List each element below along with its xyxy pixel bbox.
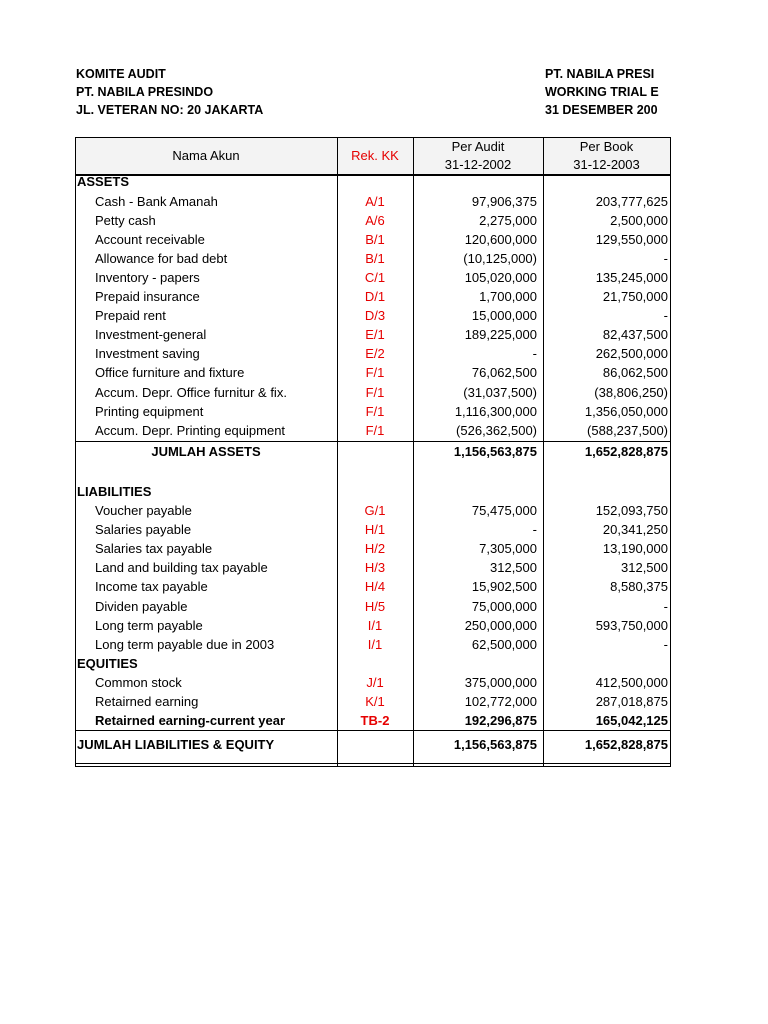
ref-code: D/1 xyxy=(364,289,386,304)
table-row xyxy=(75,306,670,325)
per-audit-value: 189,225,000 xyxy=(464,327,537,343)
per-audit-value: 1,116,300,000 xyxy=(454,403,537,419)
per-audit-value: 1,156,563,875 xyxy=(453,444,537,459)
per-audit-value: 15,000,000 xyxy=(471,308,537,324)
ref-code: A/1 xyxy=(365,193,385,209)
per-audit-value: - xyxy=(532,522,537,538)
table-row xyxy=(75,577,670,596)
section-row xyxy=(75,482,670,501)
account-name: EQUITIES xyxy=(77,656,138,671)
account-name: Voucher payable xyxy=(95,503,192,518)
ref-code: G/1 xyxy=(364,503,386,518)
account-name: JUMLAH LIABILITIES & EQUITY xyxy=(77,737,275,752)
ref-code: F/1 xyxy=(365,365,385,381)
ref-code: TB-2 xyxy=(360,713,390,729)
account-name: Printing equipment xyxy=(95,403,204,419)
per-audit-value: 2,275,000 xyxy=(479,212,537,228)
ref-code: H/3 xyxy=(364,560,386,576)
account-name: Office furniture and fixture xyxy=(95,365,245,381)
ref-code: D/3 xyxy=(364,308,386,324)
ref-code: J/1 xyxy=(366,675,384,690)
ref-code: B/1 xyxy=(365,250,385,266)
table-row xyxy=(75,230,670,249)
header-line-1: KOMITE AUDIT xyxy=(76,67,166,81)
per-book-value: 165,042,125 xyxy=(595,713,668,729)
per-book-value: 86,062,500 xyxy=(602,365,668,381)
account-name: Long term payable due in 2003 xyxy=(95,636,275,652)
account-name: Cash - Bank Amanah xyxy=(95,193,218,209)
col-rek-kk xyxy=(337,138,413,174)
ref-code: E/2 xyxy=(365,346,385,362)
account-name: Accum. Depr. Office furnitur & fix. xyxy=(95,384,287,400)
table-row xyxy=(75,363,670,382)
per-book-value: 13,190,000 xyxy=(602,541,668,557)
total-row xyxy=(75,735,670,754)
table-row xyxy=(75,520,670,539)
account-name: Land and building tax payable xyxy=(95,560,268,576)
bottom-rule-2 xyxy=(75,766,670,767)
table-row xyxy=(75,192,670,211)
per-book-value: (38,806,250) xyxy=(594,384,668,400)
per-book-value: (588,237,500) xyxy=(587,422,668,438)
ref-code: K/1 xyxy=(365,694,385,710)
per-audit-value: 250,000,000 xyxy=(464,617,537,633)
per-book-value: 287,018,875 xyxy=(595,694,668,710)
per-book-value: - xyxy=(663,308,668,324)
report-title: WORKING TRIAL E xyxy=(545,85,659,99)
ref-code: H/5 xyxy=(364,598,386,614)
ref-code: I/1 xyxy=(367,636,383,652)
account-name: Common stock xyxy=(95,675,182,690)
per-book-value: 203,777,625 xyxy=(595,193,668,209)
account-name: Accum. Depr. Printing equipment xyxy=(95,422,286,438)
per-book-value: 135,245,000 xyxy=(595,269,668,285)
table-row xyxy=(75,421,670,440)
ref-code: F/1 xyxy=(365,422,385,438)
per-audit-value: (31,037,500) xyxy=(463,384,537,400)
ref-code: F/1 xyxy=(365,384,385,400)
ref-code: H/4 xyxy=(364,579,386,595)
table-row xyxy=(75,558,670,577)
table-row xyxy=(75,616,670,635)
col-nama-akun-label: Nama Akun xyxy=(172,148,240,163)
table-row xyxy=(75,383,670,402)
per-book-value: 20,341,250 xyxy=(602,522,668,538)
table-row xyxy=(75,211,670,230)
account-name: Prepaid insurance xyxy=(95,289,200,304)
col-per-audit xyxy=(413,138,543,174)
table-row xyxy=(75,692,670,711)
per-audit-value: (10,125,000) xyxy=(463,250,537,266)
per-audit-value: 1,156,563,875 xyxy=(453,737,537,752)
col-nama-akun xyxy=(75,138,337,174)
account-name: Allowance for bad debt xyxy=(95,250,228,266)
account-name: Inventory - papers xyxy=(95,269,200,285)
per-book-value: - xyxy=(663,250,668,266)
account-name: Income tax payable xyxy=(95,579,208,595)
col-rek-kk-label: Rek. KK xyxy=(351,148,399,163)
ref-code: H/1 xyxy=(364,522,386,538)
per-book-value: 312,500 xyxy=(621,560,668,576)
ref-code: C/1 xyxy=(364,269,386,285)
header-line-2: PT. NABILA PRESINDO xyxy=(76,85,214,99)
report-header xyxy=(545,65,672,119)
trial-balance-table xyxy=(75,137,670,767)
table-row xyxy=(75,287,670,306)
per-audit-value: 76,062,500 xyxy=(471,365,537,381)
per-audit-value: 105,020,000 xyxy=(464,269,537,285)
bottom-rule-1 xyxy=(75,763,670,764)
per-audit-value: 97,906,375 xyxy=(471,193,537,209)
table-row xyxy=(75,249,670,268)
section-row xyxy=(75,172,670,191)
per-audit-value: 102,772,000 xyxy=(464,694,537,710)
ref-code: I/1 xyxy=(367,617,383,633)
per-book-value: 593,750,000 xyxy=(595,617,668,633)
report-date: 31 DESEMBER 200 xyxy=(545,103,658,117)
per-audit-value: - xyxy=(532,346,537,362)
per-audit-value: 75,000,000 xyxy=(471,598,537,614)
table-row xyxy=(75,711,670,730)
per-book-value: 8,580,375 xyxy=(610,579,668,595)
account-name: Long term payable xyxy=(95,617,203,633)
per-book-value: - xyxy=(663,636,668,652)
header-line-3: JL. VETERAN NO: 20 JAKARTA xyxy=(76,103,264,117)
per-book-value: - xyxy=(663,598,668,614)
ref-code: E/1 xyxy=(365,327,385,343)
account-name: Salaries payable xyxy=(95,522,192,538)
per-audit-value: 1,700,000 xyxy=(479,289,537,304)
account-name: Retairned earning-current year xyxy=(95,713,286,729)
per-audit-value: (526,362,500) xyxy=(456,422,537,438)
section-row xyxy=(75,654,670,673)
account-name: Petty cash xyxy=(95,212,156,228)
table-row xyxy=(75,325,670,344)
account-name: LIABILITIES xyxy=(77,484,152,499)
column-header-row xyxy=(75,137,670,176)
table-row xyxy=(75,635,670,654)
per-audit-value: 7,305,000 xyxy=(479,541,537,557)
per-book-value: 82,437,500 xyxy=(602,327,668,343)
account-name: Salaries tax payable xyxy=(95,541,213,557)
table-row xyxy=(75,402,670,421)
account-name: JUMLAH ASSETS xyxy=(151,444,261,459)
ref-code: F/1 xyxy=(365,403,385,419)
per-audit-value: 62,500,000 xyxy=(471,636,537,652)
total-row xyxy=(75,442,670,461)
account-name: ASSETS xyxy=(77,174,130,189)
per-audit-value: 15,902,500 xyxy=(471,579,537,595)
ref-code: B/1 xyxy=(365,231,385,247)
per-audit-value: 312,500 xyxy=(490,560,537,576)
table-row xyxy=(75,501,670,520)
per-book-value: 262,500,000 xyxy=(595,346,668,362)
ref-code: A/6 xyxy=(365,212,385,228)
per-book-value: 412,500,000 xyxy=(595,675,668,690)
per-book-value: 1,652,828,875 xyxy=(584,444,668,459)
border-right xyxy=(670,137,671,767)
per-book-value: 1,652,828,875 xyxy=(584,737,668,752)
per-book-value: 152,093,750 xyxy=(595,503,668,518)
per-book-value: 1,356,050,000 xyxy=(584,403,668,419)
table-row xyxy=(75,673,670,692)
account-name: Investment-general xyxy=(95,327,207,343)
col-per-book-date: 31-12-2003 xyxy=(573,157,640,172)
col-per-book xyxy=(543,138,670,174)
account-name: Retairned earning xyxy=(95,694,199,710)
account-name: Dividen payable xyxy=(95,598,188,614)
per-audit-value: 375,000,000 xyxy=(464,675,537,690)
table-row xyxy=(75,344,670,363)
account-name: Prepaid rent xyxy=(95,308,166,324)
account-name: Account receivable xyxy=(95,231,205,247)
account-name: Investment saving xyxy=(95,346,200,362)
report-company: PT. NABILA PRESI xyxy=(545,67,655,81)
col-per-book-label: Per Book xyxy=(579,139,634,154)
company-header xyxy=(76,65,263,119)
per-book-value: 21,750,000 xyxy=(602,289,668,304)
table-row xyxy=(75,597,670,616)
per-audit-value: 75,475,000 xyxy=(471,503,537,518)
table-row xyxy=(75,268,670,287)
ref-code: H/2 xyxy=(364,541,386,557)
per-book-value: 2,500,000 xyxy=(610,212,668,228)
col-per-audit-date: 31-12-2002 xyxy=(444,157,512,172)
per-audit-value: 120,600,000 xyxy=(464,231,537,247)
per-audit-value: 192,296,875 xyxy=(464,713,537,729)
per-book-value: 129,550,000 xyxy=(595,231,668,247)
col-per-audit-label: Per Audit xyxy=(451,139,505,154)
table-row xyxy=(75,539,670,558)
